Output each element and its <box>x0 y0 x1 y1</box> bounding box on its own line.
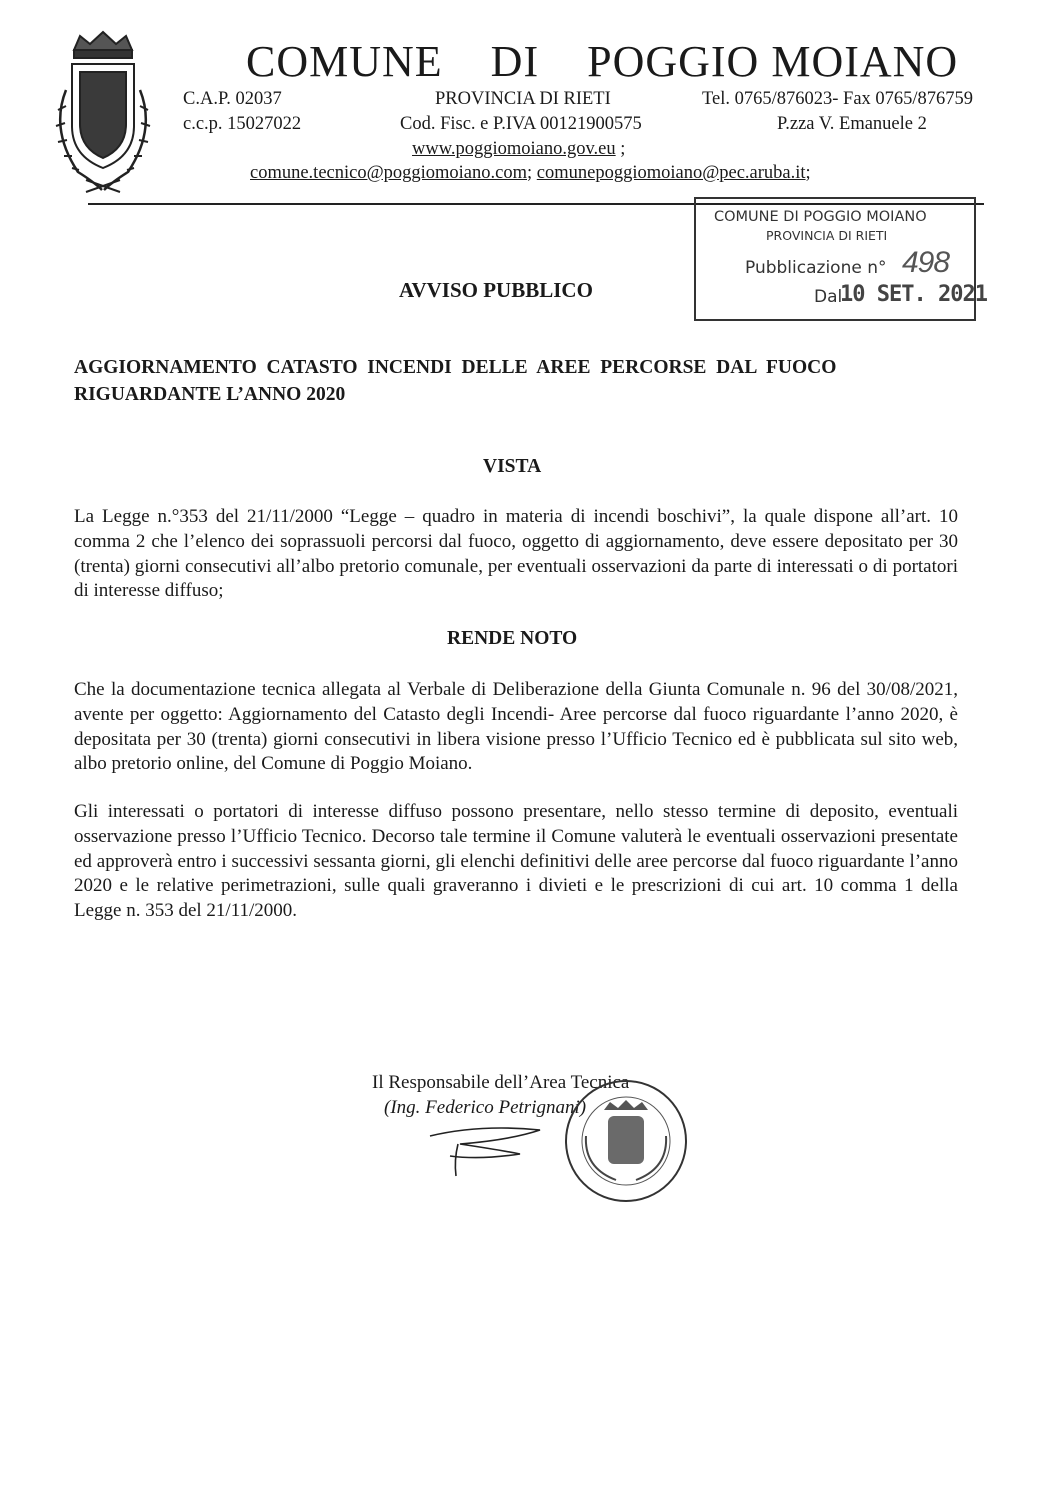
municipal-crest-icon <box>44 30 162 198</box>
stamp-date-value: 10 SET. 2021 <box>840 282 987 307</box>
subject-line-1: AGGIORNAMENTO CATASTO INCENDI DELLE AREE PERCORSE DAL FUOCO <box>74 357 837 378</box>
subject-line-2: RIGUARDANTE L’ANNO 2020 <box>74 384 346 405</box>
page-title: COMUNE DI POGGIO MOIANO <box>246 37 959 86</box>
email-suffix: ; <box>805 163 811 183</box>
province: PROVINCIA DI RIETI <box>435 89 611 109</box>
stamp-line-1: COMUNE DI POGGIO MOIANO <box>714 209 927 225</box>
rende-noto-paragraph: Che la documentazione tecnica allegata al Verbale di Deliberazione della Giunta Comunale n. 96 del 30/08/2021, avente per oggetto: Aggiornamento del Catasto degli Incendi- Aree percorse dal fuoco riguardante l’anno 2020, è depositata per 30 (trenta) giorni consecutivi in libera visione presso l’Ufficio Tecnico ed è pubblicata sul sito web, albo pretorio online, del Comune di Poggio Moiano. <box>74 679 958 775</box>
website-link[interactable]: www.poggiomoiano.gov.eu <box>412 139 616 159</box>
notice-type: AVVISO PUBBLICO <box>399 278 593 302</box>
signatory-role: Il Responsabile dell’Area Tecnica <box>372 1072 630 1093</box>
stamp-pub-number: 498 <box>902 246 950 279</box>
email-link[interactable]: comune.tecnico@poggiomoiano.com <box>250 163 527 183</box>
stamp-line-2: PROVINCIA DI RIETI <box>766 228 888 243</box>
address: P.zza V. Emanuele 2 <box>777 114 927 134</box>
website-suffix: ; <box>615 139 626 159</box>
fiscal-code: Cod. Fisc. e P.IVA 00121900575 <box>400 114 642 134</box>
pec-link[interactable]: comunepoggiomoiano@pec.aruba.it <box>536 163 806 183</box>
signatory-name: (Ing. Federico Petrignani) <box>384 1097 587 1118</box>
rende-noto-heading: RENDE NOTO <box>447 628 578 649</box>
phone-fax: Tel. 0765/876023- Fax 0765/876759 <box>702 89 974 109</box>
postal-code: C.A.P. 02037 <box>183 89 282 109</box>
stamp-pub-label: Pubblicazione n° <box>745 258 887 278</box>
observations-paragraph: Gli interessati o portatori di interesse diffuso possono presentare, nello stesso termine di deposito, eventuali osservazione presso l’Ufficio Tecnico. Decorso tale termine il Comune valuterà le eventuali osservazioni presentate ed approverà entro i successivi sessanta giorni, gli elenchi definitivi delle aree percorse dal fuoco riguardante l’anno 2020 e le relative perimetrazioni, sulle quali graveranno i divieti e le prescrizioni di cui art. 10 comma 1 della Legge n. 353 del 21/11/2000. <box>74 801 958 922</box>
vista-heading: VISTA <box>483 456 542 477</box>
email-line <box>250 162 811 185</box>
stamp-date-label: Dal <box>814 287 843 307</box>
vista-paragraph: La Legge n.°353 del 21/11/2000 “Legge – quadro in materia di incendi boschivi”, la quale dispone all’art. 10 comma 2 che l’elenco dei soprassuoli percorsi dal fuoco, oggetto di aggiornamento, deve essere depositato per 30 (trenta) giorni consecutivi all’albo pretorio comunale, per eventuali osservazioni da parte di interessati o di portatori di interesse diffuso; <box>74 506 958 602</box>
email-separator: ; <box>527 163 537 183</box>
postal-account: c.c.p. 15027022 <box>183 114 302 134</box>
official-seal-icon <box>556 1076 696 1206</box>
website-line <box>412 138 625 161</box>
